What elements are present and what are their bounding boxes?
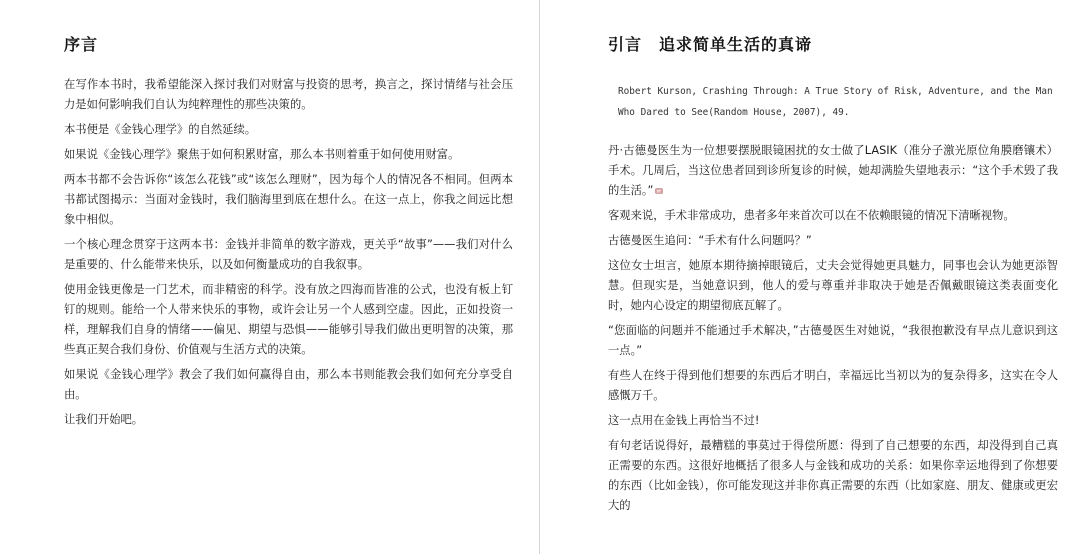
paragraph: 一个核心理念贯穿于这两本书：金钱并非简单的数字游戏，更关乎“故事”——我们对什么是重要的、什么能带来快乐，以及如何衡量成功的自我叙事。 (64, 238, 513, 271)
paragraph: 在写作本书时，我希望能深入探讨我们对财富与投资的思考，换言之，探讨情绪与社会压力是如何影响我们自认为纯粹理性的那些决策的。 (64, 78, 513, 111)
paragraph: “您面临的问题并不能通过手术解决，”古德曼医生对她说，“我很抱歉没有早点儿意识到这一点。” (608, 324, 1058, 357)
chapter-title: 引言 追求简单生活的真谛 (608, 35, 813, 54)
paragraph: 让我们开始吧。 (64, 413, 144, 426)
page-title: 序言 (64, 35, 99, 54)
paragraph-text: 丹·古德曼医生为一位想要摆脱眼镜困扰的女士做了LASIK（准分子激光原位角膜磨镶术）手术。几周后，当这位患者回到诊所复诊的时候，她却满脸失望地表示：“这个手术毁了我的生活。” (608, 144, 1058, 197)
paragraph: 如果说《金钱心理学》聚焦于如何积累财富，那么本书则着重于如何使用财富。 (64, 148, 460, 161)
right-page (540, 0, 1080, 554)
paragraph: 有些人在终于得到他们想要的东西后才明白，幸福远比当初以为的复杂得多，这实在令人感慨万千。 (608, 369, 1058, 402)
left-page (0, 0, 539, 554)
paragraph: 有句老话说得好，最糟糕的事莫过于得偿所愿：得到了自己想要的东西，却没得到自己真正需要的东西。这很好地概括了很多人与金钱和成功的关系：如果你幸运地得到了你想要的东西（比如金钱），你可能发现这并非你真正需要的东西（比如家庭、朋友、健康或更宏大的 (608, 439, 1058, 512)
paragraph: 使用金钱更像是一门艺术，而非精密的科学。没有放之四海而皆准的公式，也没有板上钉钉的规则。能给一个人带来快乐的事物，或许会让另一个人感到空虚。因此，正如投资一样，理解我们自身的情绪——偏见、期望与恐惧——能够引导我们做出更明智的决策，那些真正契合我们身份、价值观与生活方式的决策。 (64, 283, 513, 356)
paragraph: 客观来说，手术非常成功，患者多年来首次可以在不依赖眼镜的情况下清晰视物。 (608, 209, 1015, 222)
paragraph: 如果说《金钱心理学》教会了我们如何赢得自由，那么本书则能教会我们如何充分享受自由。 (64, 368, 513, 401)
paragraph: 两本书都不会告诉你“该怎么花钱”或“该怎么理财”，因为每个人的情况各不相同。但两本书都试图揭示：当面对金钱时，我们脑海里到底在想什么。在这一点上，你我之间远比想象中相似。 (64, 173, 513, 226)
footnote-icon[interactable] (655, 182, 663, 190)
paragraph: 古德曼医生追问：“手术有什么问题吗？” (608, 234, 812, 247)
paragraph: 本书便是《金钱心理学》的自然延续。 (64, 123, 257, 136)
citation: Robert Kurson, Crashing Through: A True Story of Risk, Adventure, and the Man Who Dared to See(Random House, 2007), 49. (618, 86, 1053, 118)
paragraph: 这位女士坦言，她原本期待摘掉眼镜后，丈夫会觉得她更具魅力，同事也会认为她更添智慧。但现实是，当她意识到，他人的爱与尊重并非取决于她是否佩戴眼镜这类表面变化时，她内心设定的期望彻底瓦解了。 (608, 259, 1058, 312)
paragraph (608, 141, 1058, 201)
paragraph: 这一点用在金钱上再恰当不过! (608, 414, 760, 427)
